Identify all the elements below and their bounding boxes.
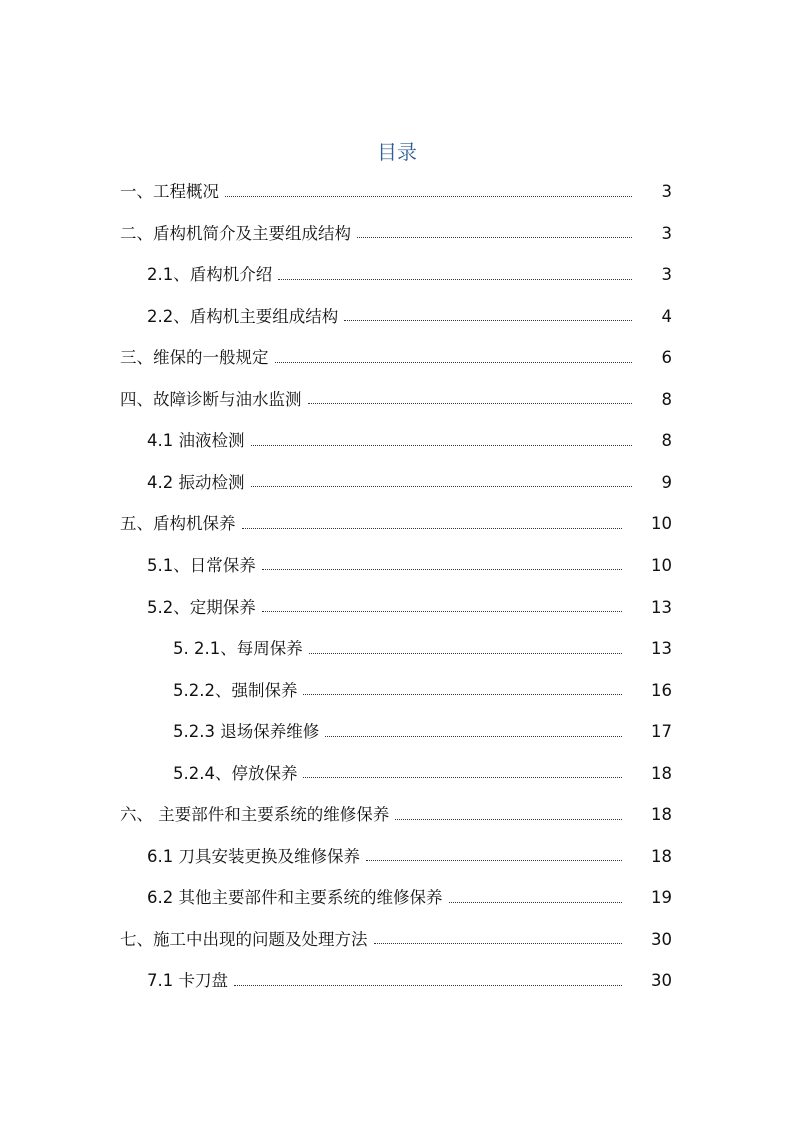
toc-entry-page-number: 3 [661,265,672,285]
toc-entry-page-number: 3 [661,182,672,201]
dot-leader [262,569,622,570]
toc-entry-label: 5.1、日常保养 [147,555,256,575]
toc-entry[interactable] [120,379,672,421]
dot-leader [309,653,622,654]
toc-entry-label: 四、故障诊断与油水监测 [120,389,302,409]
toc-entry-label: 一、工程概况 [120,182,219,201]
toc-entry-label: 7.1 卡刀盘 [147,971,228,991]
toc-entry-label: 6.2 其他主要部件和主要系统的维修保养 [147,888,443,908]
toc-entry-page-number: 16 [651,680,672,700]
toc-entry-label: 2.2、盾构机主要组成结构 [147,306,339,326]
toc-entry[interactable] [120,919,672,961]
toc-entry[interactable] [120,503,672,545]
dot-leader [275,362,633,363]
toc-entry-page-number: 17 [651,722,672,742]
dot-leader [308,403,633,404]
dot-leader [234,985,622,986]
toc-entry-page-number: 3 [661,223,672,243]
dot-leader [303,694,622,695]
toc-entry-page-number: 8 [661,431,672,451]
toc-entry[interactable] [173,753,672,795]
toc-entry[interactable] [120,337,672,379]
toc-entry-page-number: 8 [661,389,672,409]
toc-entry-page-number: 30 [651,929,672,949]
toc-entry[interactable] [147,587,672,629]
toc-entry-page-number: 18 [651,846,672,866]
toc-entry-label: 4.1 油液检测 [147,431,245,451]
toc-entry-label: 五、盾构机保养 [120,514,236,534]
toc-entry-label: 二、盾构机简介及主要组成结构 [120,223,351,243]
toc-entry-page-number: 10 [651,514,672,534]
toc-entry-label: 六、 主要部件和主要系统的维修保养 [120,805,390,825]
toc-entry-page-number: 18 [651,763,672,783]
toc-entry-label: 5. 2.1、每周保养 [173,639,303,659]
dot-leader [303,777,622,778]
toc-entry-label: 5.2.2、强制保养 [173,680,298,700]
toc-entry-label: 5.2.4、停放保养 [173,763,298,783]
toc-entry[interactable] [147,545,672,587]
toc-entry-page-number: 10 [651,555,672,575]
toc-entry[interactable] [147,877,672,919]
toc-entry[interactable] [173,711,672,753]
toc-entry[interactable] [147,462,672,504]
toc-entry-label: 4.2 振动检测 [147,472,245,492]
dot-leader [366,860,622,861]
toc-entry-label: 七、施工中出现的问题及处理方法 [120,929,368,949]
toc-entry-page-number: 4 [661,306,672,326]
toc-entry[interactable] [120,794,672,836]
dot-leader [225,196,632,197]
toc-entry[interactable] [120,171,672,213]
toc-entry-page-number: 18 [651,805,672,825]
toc-entry-page-number: 6 [661,348,672,368]
dot-leader [374,943,623,944]
toc-entry-page-number: 19 [651,888,672,908]
dot-leader [325,736,622,737]
toc-title: 目录 [377,140,417,164]
toc-entry-page-number: 13 [651,597,672,617]
toc-entry-page-number: 9 [661,472,672,492]
toc-entry[interactable] [120,213,672,255]
dot-leader [251,486,633,487]
toc-entry[interactable] [147,254,672,296]
toc-entry[interactable] [173,670,672,712]
toc-entry[interactable] [147,960,672,1002]
toc-entry[interactable] [147,420,672,462]
dot-leader [395,819,622,820]
toc-entry-label: 6.1 刀具安装更换及维修保养 [147,846,360,866]
toc-entry-label: 2.1、盾构机介绍 [147,265,273,285]
toc-entry-page-number: 13 [651,639,672,659]
toc-entry[interactable] [173,628,672,670]
dot-leader [344,320,632,321]
dot-leader [242,528,623,529]
toc-entry[interactable] [147,836,672,878]
dot-leader [278,279,632,280]
toc-entry-label: 5.2、定期保养 [147,597,256,617]
dot-leader [251,445,633,446]
toc-entry-label: 5.2.3 退场保养维修 [173,722,320,742]
toc-entry-label: 三、维保的一般规定 [120,348,269,368]
toc-entry-page-number: 30 [651,971,672,991]
toc-entry[interactable] [147,296,672,338]
dot-leader [449,902,623,903]
dot-leader [262,611,622,612]
dot-leader [357,237,632,238]
